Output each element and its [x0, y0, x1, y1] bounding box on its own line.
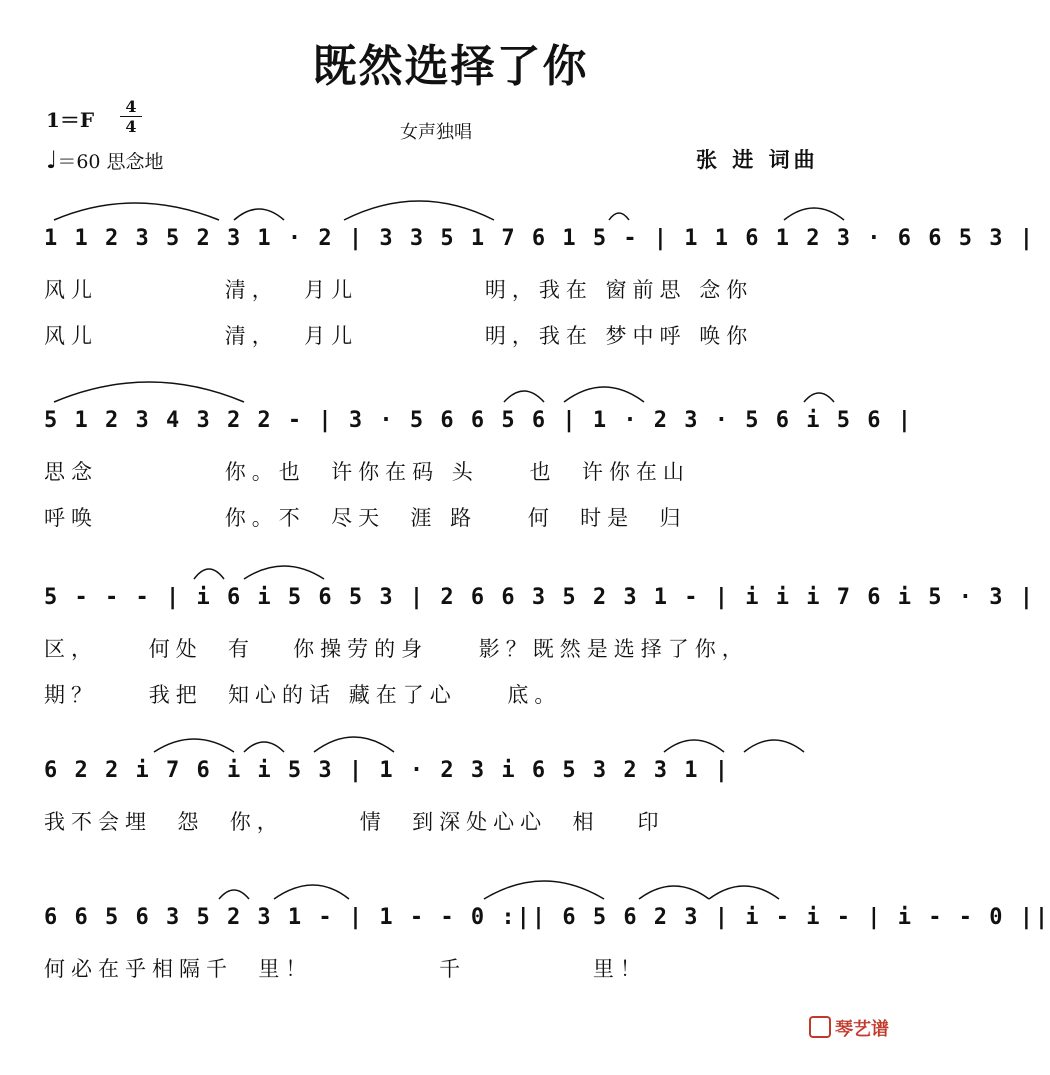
notation-line [44, 408, 913, 458]
lyric-verse-1: 我不会埋 怨 你， 情 到深处心心 相 印 [44, 810, 665, 834]
lyric-verse-2: 期？ 我把 知心的话 藏在了心 底。 [44, 683, 562, 707]
time-signature [120, 98, 142, 135]
logo-icon [809, 1016, 831, 1038]
lyric-verse-1: 风儿 清， 月儿 明，我在 窗前思 念你 [44, 278, 754, 302]
notation-line [44, 226, 1035, 276]
lyric-verse-1: 思念 你。也 许你在码 头 也 许你在山 [44, 460, 690, 484]
jianpu-notes: 6 6 5 6 3 5 2 3 1 - | 1 - - 0 :|| 6 5 6 2 3 | i - i - | i - - 0 || [44, 905, 1050, 930]
quarter-note-icon: ♩ [46, 146, 58, 174]
lyric-verse-1: 区， 何处 有 你操劳的身 影？既然是选择了你， [44, 637, 749, 661]
lyric-verse-1: 何必在乎相隔千 里！ 千 里！ [44, 957, 647, 981]
lyric-verse-2: 风儿 清， 月儿 明，我在 梦中呼 唤你 [44, 324, 754, 348]
slur-marks [44, 186, 864, 226]
slur-marks [44, 545, 864, 585]
tempo-marking [46, 146, 164, 174]
score-system-5 [44, 905, 1050, 1075]
time-signature-top: 4 [125, 97, 137, 116]
key-signature: 1＝F [46, 108, 95, 132]
slur-marks [44, 718, 864, 758]
composer-credit: 张 进 词曲 [696, 147, 819, 172]
jianpu-notes: 6 2 2 i 7 6 i i 5 3 | 1 · 2 3 i 6 5 3 2 3 1 | [44, 758, 731, 783]
jianpu-notes: 5 - - - | i 6 i 5 6 5 3 | 2 6 6 3 5 2 3 1 - | i i i 7 6 i 5 · 3 | [44, 585, 1035, 610]
time-signature-bottom: 4 [125, 117, 137, 136]
jianpu-notes: 1 1 2 3 5 2 3 1 · 2 | 3 3 5 1 7 6 1 5 - | 1 1 6 1 2 3 · 6 6 5 3 | [44, 226, 1035, 251]
watermark-logo [809, 1015, 889, 1041]
voice-type: 女声独唱 [400, 122, 472, 143]
notation-line [44, 758, 864, 808]
lyric-verse-2: 呼唤 你。不 尽天 涯 路 何 时是 归 [44, 506, 687, 530]
watermark-text: 琴艺谱 [835, 1019, 889, 1040]
slur-marks [44, 865, 864, 905]
jianpu-notes: 5 1 2 3 4 3 2 2 - | 3 · 5 6 6 5 6 | 1 · 2 3 · 5 6 i 5 6 | [44, 408, 913, 433]
slur-marks [44, 368, 864, 408]
song-title: 既然选择了你 [312, 41, 589, 92]
notation-line [44, 905, 1050, 955]
tempo-text: ＝60 思念地 [57, 151, 164, 173]
notation-line [44, 585, 1035, 635]
